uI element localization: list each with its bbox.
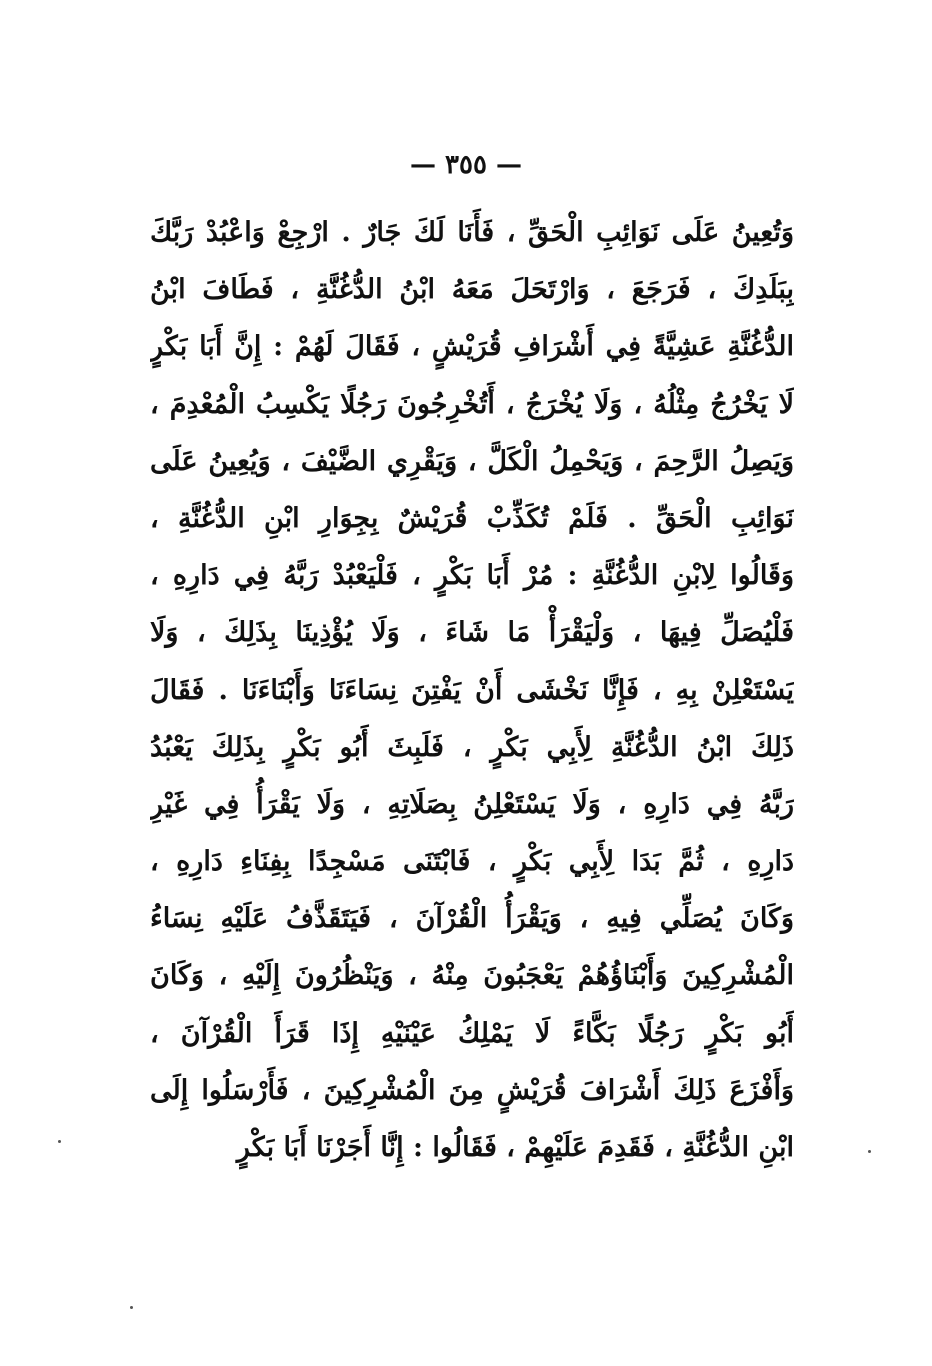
text-line: ابْنِ الدُّغُنَّةِ ، فَقَدِمَ عَلَيْهِمْ ، فَقَالُوا : إِنَّا أَجَرْنَا أَبَا بَكْرٍ [236,1132,794,1163]
text-line: الدُّغُنَّةِ عَشِيَّةً فِي أَشْرَافِ قُرَيْشٍ ، فَقَالَ لَهُمْ : إِنَّ أَبَا بَكْرٍ [150,331,794,363]
text-line: ذَلِكَ ابْنُ الدُّغُنَّةِ لِأَبِي بَكْرٍ ، فَلَبِثَ أَبُو بَكْرٍ بِذَلِكَ يَعْبُدُ [150,731,794,763]
text-line: فَلْيُصَلِّ فِيهَا ، وَلْيَقْرَأْ مَا شَاءَ ، وَلَا يُؤْذِينَا بِذَلِكَ ، وَلَا [150,617,794,649]
text-line: لَا يَخْرُجُ مِثْلُهُ ، وَلَا يُخْرَجُ ، أَتُخْرِجُونَ رَجُلًا يَكْسِبُ الْمُعْدِمَ ، [150,388,794,420]
text-line: وَقَالُوا لِابْنِ الدُّغُنَّةِ : مُرْ أَبَا بَكْرٍ ، فَلْيَعْبُدْ رَبَّهُ فِي دَارِهِ ، [150,560,794,592]
text-line: وَيَصِلُ الرَّحِمَ ، وَيَحْمِلُ الْكَلَّ ، وَيَقْرِي الضَّيْفَ ، وَيُعِينُ عَلَى [150,445,794,477]
text-line: بِبَلَدِكَ ، فَرَجَعَ ، وَارْتَحَلَ مَعَهُ ابْنُ الدُّغُنَّةِ ، فَطَافَ ابْنُ [150,274,794,306]
text-line: نَوَائِبِ الْحَقِّ . فَلَمْ تُكَذِّبْ قُرَيْشٌ بِجِوَارِ ابْنِ الدُّغُنَّةِ ، [150,502,794,534]
page-number: — ٣٥٥ — [409,150,523,180]
scan-speck [130,1306,133,1309]
text-line: يَسْتَعْلِنْ بِهِ ، فَإِنَّا نَخْشَى أَنْ يَفْتِنَ نِسَاءَنَا وَأَبْنَاءَنَا . فَقَالَ [150,674,794,706]
text-line: دَارِهِ ، ثُمَّ بَدَا لِأَبِي بَكْرٍ ، فَابْتَنَى مَسْجِدًا بِفِنَاءِ دَارِهِ ، [150,846,794,878]
text-line: الْمُشْرِكِينَ وَأَبْنَاؤُهُمْ يَعْجَبُونَ مِنْهُ ، وَيَنْظُرُونَ إِلَيْهِ ، وَكَانَ [150,960,794,992]
text-line: رَبَّهُ فِي دَارِهِ ، وَلَا يَسْتَعْلِنُ بِصَلَاتِهِ ، وَلَا يَقْرَأُ فِي غَيْرِ [150,788,794,820]
body-text [150,204,794,1176]
scan-speck [58,1140,61,1143]
text-line: أَبُو بَكْرٍ رَجُلًا بَكَّاءً لَا يَمْلِكُ عَيْنَيْهِ إِذَا قَرَأَ الْقُرْآنَ ، [150,1017,794,1049]
text-line: وَكَانَ يُصَلِّي فِيهِ ، وَيَقْرَأُ الْقُرْآنَ ، فَيَتَقَذَّفُ عَلَيْهِ نِسَاءُ [150,903,794,935]
text-line: وَأَفْزَعَ ذَلِكَ أَشْرَافَ قُرَيْشٍ مِنَ الْمُشْرِكِينَ ، فَأَرْسَلُوا إِلَى [150,1074,794,1106]
text-line: وَتُعِينُ عَلَى نَوَائِبِ الْحَقِّ ، فَأَنَا لَكَ جَارٌ . ارْجِعْ وَاعْبُدْ رَبَّكَ [150,217,794,248]
scan-speck [868,1150,871,1153]
